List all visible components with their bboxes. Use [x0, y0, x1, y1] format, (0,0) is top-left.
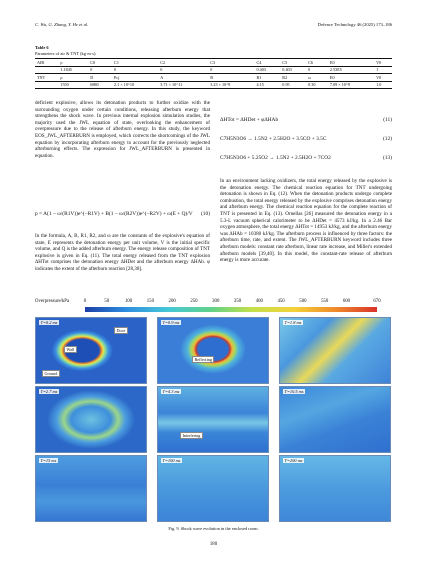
- table-number: Table 6: [35, 45, 49, 50]
- colorbar-tick: 450: [277, 299, 285, 304]
- table-cell: B: [208, 74, 254, 82]
- equation-10-number: (10): [201, 211, 210, 217]
- table-cell: 0: [114, 67, 117, 73]
- table-cell: Pcj: [112, 74, 158, 82]
- table-cell: 0: [90, 67, 93, 73]
- panel-time: T=100 ms: [162, 458, 181, 463]
- table-cell: 0: [308, 67, 311, 73]
- panel-time: T=4.3 ms: [162, 389, 180, 394]
- panel-time: T=15 ms: [40, 458, 57, 463]
- table-cell: 0.403: [282, 67, 292, 73]
- equation-10-body: p = A(1 − ω/(R1V))e^(−R1V) + B(1 − ω/(R2V))e^(−R2V) + ω(E + Q)/V: [35, 211, 193, 217]
- colorbar-tick: 670: [373, 299, 381, 304]
- table-cell: [35, 66, 58, 74]
- table-cell: 2.53E5: [329, 67, 342, 73]
- table-cell: C4: [254, 59, 280, 67]
- colorbar-tick: 200: [168, 299, 176, 304]
- colorbar-tick: 300: [212, 299, 220, 304]
- table-cell: R1: [254, 74, 280, 82]
- table-cell: C5: [280, 59, 306, 67]
- simulation-panel: [35, 386, 147, 453]
- interfering-label: Interfering: [180, 432, 203, 439]
- table-row: [35, 81, 392, 89]
- door-label: Door: [114, 327, 128, 334]
- wall-label: Wall: [64, 346, 77, 353]
- table-cell: 7.09 × 10^9: [328, 81, 374, 89]
- table-cell: R2: [280, 74, 306, 82]
- colorbar-tick: 550: [321, 299, 329, 304]
- page-number: 180: [209, 542, 218, 547]
- colorbar-tick: 600: [342, 299, 351, 304]
- colorbar-gradient: [85, 307, 377, 312]
- equation-13: [220, 155, 392, 163]
- colorbar-tick: 0: [83, 299, 87, 304]
- table-cell: 6880: [88, 81, 112, 89]
- colorbar-label: Overpressure/kPa: [35, 299, 70, 304]
- table-cell: E0: [328, 74, 374, 82]
- table-cell: C1: [112, 59, 158, 67]
- colorbar-tick: 250: [190, 299, 198, 304]
- table-cell: A: [158, 74, 208, 82]
- table-cell: 0.95: [280, 81, 306, 89]
- header-journal: Defence Technology 46 (2025) 173–186: [317, 22, 392, 27]
- table-cell: 0: [160, 67, 163, 73]
- equation-11: [220, 117, 392, 125]
- table-cell: V0: [374, 74, 392, 82]
- colorbar-ticks: [83, 299, 381, 305]
- table-row: [35, 59, 392, 67]
- table-cell: C6: [306, 59, 328, 67]
- simulation-panel: [279, 455, 391, 522]
- equation-12-body: C7H5N3O6 → 1.5N2 + 2.5H2O + 3.5CO + 3.5C: [220, 136, 327, 142]
- table-cell: 1: [376, 67, 379, 73]
- table-cell: 2.1 × 10^10: [112, 81, 158, 89]
- table-cell: 3.23 × 10^9: [208, 81, 254, 89]
- table-cell: TNT: [35, 74, 58, 82]
- table-cell: 1.0: [374, 81, 392, 89]
- equation-13-body: C7H5N3O6 + 5.25O2 → 1.5N2 + 2.5H2O + 7CO2: [220, 155, 331, 161]
- equation-12-number: (12): [383, 136, 392, 142]
- panel-time: T=2.7 ms: [40, 389, 58, 394]
- table-cell: 0.30: [306, 81, 328, 89]
- paragraph-energy-release: In an environment lacking oxidizers, the total energy released by the explosive is the detonation energy. The chemical reaction equation for TNT undergoing detonation is shown in Eq. (12). When the detonation products undergo complete combustion, the total energy released by the explosive comprises detonation energy and afterburn energy. The chemical reaction equation for the complete reaction of TNT is presented in Eq. (13). Ornellas [26] measured the detonation energy in a 5.3-L vacuum spherical calorimeter to be ΔHDet = 4573 kJ/kg. In a 2.46 Bar oxygen atmosphere, the total energy ΔHTot = 14953 kJ/kg, and the afterburn energy was ΔHAb = 10380 kJ/kg. The afterburn process is influenced by three factors: the afterburn time, rate, and extent. The JWL_AFTERBURN keyword includes three afterburn models: constant rate afterburn, linear rate increase, and Miller's extended afterburn models [39,40]. In this model, the constant-rate release of afterburn energy is more accurate.: [220, 178, 392, 264]
- equation-11-number: (11): [383, 117, 392, 123]
- table-cell: V0: [374, 59, 392, 67]
- panel-time: T=200 ms: [284, 458, 303, 463]
- colorbar-tick: 350: [233, 299, 242, 304]
- panel-time: T=10.5 ms: [284, 389, 304, 394]
- simulation-panel: [35, 455, 147, 522]
- colorbar-tick: 50: [104, 299, 110, 304]
- table-cell: 4.15: [254, 81, 280, 89]
- parameters-table: [35, 58, 392, 89]
- table-cell: ω: [306, 74, 328, 82]
- table-cell: 1.1845: [60, 67, 72, 73]
- panel-time: T=0.9 ms: [162, 320, 180, 325]
- table-caption: [35, 45, 97, 57]
- colorbar-tick: 100: [124, 299, 133, 304]
- table-cell: ρ: [58, 59, 88, 67]
- table-cell: 0: [210, 67, 213, 73]
- table-cell: C0: [88, 59, 112, 67]
- equation-12: [220, 136, 392, 144]
- table-cell: E0: [328, 59, 374, 67]
- overpressure-colorbar: [35, 299, 392, 317]
- equation-13-number: (13): [383, 155, 392, 161]
- table-caption-text: Parameters of air & TNT (kg·m·s).: [35, 51, 97, 56]
- simulation-panel: [157, 317, 269, 384]
- table-cell: ρ: [58, 74, 88, 82]
- colorbar-tick: 400: [255, 299, 263, 304]
- colorbar-tick: 500: [299, 299, 307, 304]
- paragraph-formula-explanation: In the formula, A, B, R1, R2, and ω are the constants of the explosive's equation of state, E represents the detonation energy per unit volume, V is the initial specific volume, and Q is the added afterburn energy. The energy release composition of TNT explosive is given in Eq. (11). The total energy released from the TNT explosion ΔHTot comprises the detonation energy ΔHDet and the afterburn energy ΔHAb. φ indicates the extent of the afterburn reaction [28,38].: [35, 233, 210, 272]
- simulation-panel: [279, 386, 391, 453]
- table-cell: C2: [158, 59, 208, 67]
- figure-caption: Fig. 9. Shock wave evolution in the enclosed room.: [168, 526, 259, 531]
- simulation-panel: [157, 386, 269, 453]
- table-cell: 3.71 × 10^11: [158, 81, 208, 89]
- running-header: [35, 22, 392, 30]
- table-cell: AIR: [35, 59, 58, 67]
- paragraph-afterburn-intro: deficient explosive, allows its detonation products to further oxidize with the surrounding oxygen under certain conditions, releasing afterburn energy that strengthens the shock wave. In previous internal explosion simulation studies, the majority used the JWL equation of state, overlooking the enhancement of overpressure due to the release of afterburn energy. In this study, the keyword EOS_JWL_AFTERBURN is employed, which corrects the shortcomings of the JWL equation by incorporating afterburn energy to account for the previously neglected afterburning effects. The expression for JWL_AFTERBURN is presented in equation.: [35, 100, 210, 159]
- panel-time: T=0.2 ms: [40, 320, 58, 325]
- table-cell: 0.403: [256, 67, 266, 73]
- panel-time: T=1.8 ms: [284, 320, 302, 325]
- table-cell: [35, 81, 58, 89]
- simulation-panel: [35, 317, 147, 384]
- table-cell: 1550: [58, 81, 88, 89]
- reflecting-label: Reflecting: [192, 356, 214, 363]
- table-cell: D: [88, 74, 112, 82]
- simulation-panel: [157, 455, 269, 522]
- equation-10: [35, 211, 210, 225]
- table-cell: C3: [208, 59, 254, 67]
- equation-11-body: ΔHTot = ΔHDet + φΔHAb: [220, 117, 279, 123]
- table-row: [35, 74, 392, 82]
- ground-label: Ground: [42, 370, 60, 377]
- table-row: [35, 66, 392, 74]
- header-authors: C. Wu, G. Zhang, Y. He et al.: [35, 22, 89, 27]
- colorbar-tick: 150: [146, 299, 154, 304]
- simulation-panel: [279, 317, 391, 384]
